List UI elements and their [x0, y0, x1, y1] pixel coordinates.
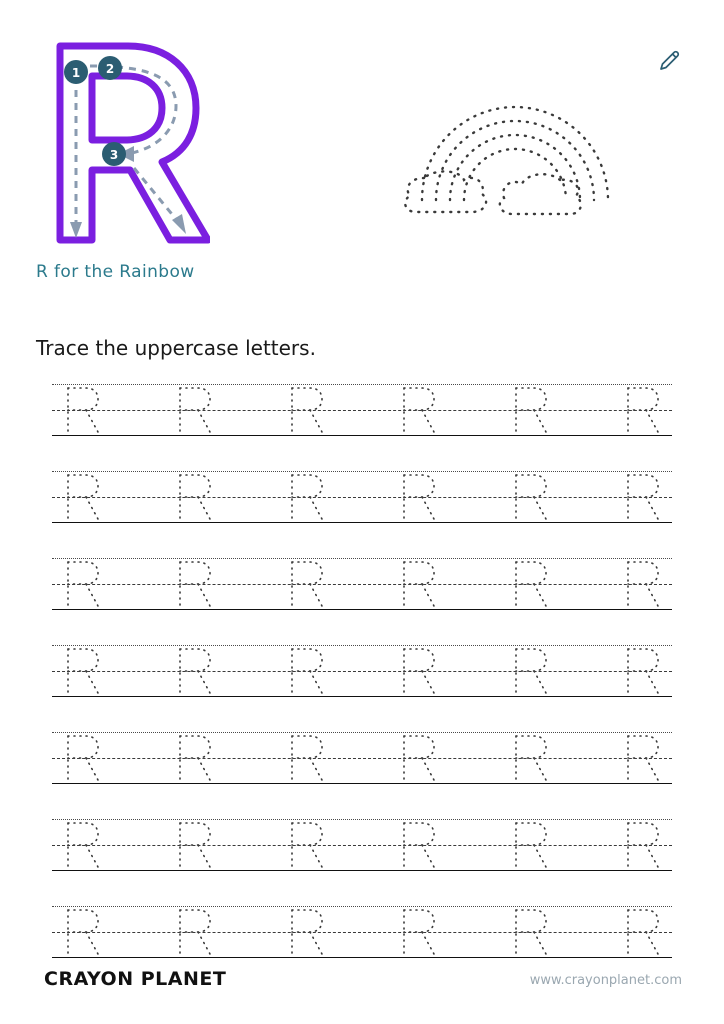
instruction-text: Trace the uppercase letters. [36, 336, 316, 360]
trace-letter-r [60, 819, 104, 871]
trace-letter-r [284, 906, 328, 958]
trace-row [52, 819, 672, 871]
row-letters [52, 645, 672, 697]
row-letters [52, 384, 672, 436]
trace-letter-r [172, 906, 216, 958]
trace-letter-r [508, 645, 552, 697]
brand-logo-text: CRAYON PLANET [44, 968, 227, 990]
trace-row [52, 384, 672, 436]
trace-letter-r [60, 471, 104, 523]
row-letters [52, 819, 672, 871]
trace-letter-r [284, 732, 328, 784]
cloud-right [500, 174, 581, 214]
trace-letter-r [172, 819, 216, 871]
trace-letter-r [620, 906, 664, 958]
hero-letter-graphic [30, 28, 210, 248]
trace-letter-r [60, 645, 104, 697]
trace-row [52, 645, 672, 697]
row-letters [52, 732, 672, 784]
hero-caption: R for the Rainbow [36, 262, 195, 282]
site-url: www.crayonplanet.com [529, 973, 682, 988]
trace-letter-r [620, 558, 664, 610]
row-letters [52, 906, 672, 958]
trace-row [52, 906, 672, 958]
trace-letter-r [284, 645, 328, 697]
trace-row [52, 732, 672, 784]
trace-letter-r [508, 732, 552, 784]
trace-letter-r [620, 384, 664, 436]
trace-letter-r [60, 558, 104, 610]
row-letters [52, 471, 672, 523]
trace-letter-r [396, 732, 440, 784]
trace-letter-r [620, 645, 664, 697]
trace-letter-r [172, 471, 216, 523]
trace-letter-r [396, 471, 440, 523]
trace-letter-r [396, 645, 440, 697]
svg-text:2: 2 [105, 62, 115, 76]
trace-letter-r [60, 906, 104, 958]
trace-letter-r [620, 732, 664, 784]
svg-text:3: 3 [109, 148, 119, 162]
trace-letter-r [508, 471, 552, 523]
trace-letter-r [396, 906, 440, 958]
trace-letter-r [284, 471, 328, 523]
trace-letter-r [172, 384, 216, 436]
trace-letter-r [396, 819, 440, 871]
row-letters [52, 558, 672, 610]
trace-letter-r [396, 384, 440, 436]
trace-row [52, 471, 672, 523]
rainbow-illustration [390, 50, 640, 240]
stroke-badge-2 [98, 56, 122, 80]
rainbow-arc-3 [450, 135, 580, 200]
trace-letter-r [620, 471, 664, 523]
trace-letter-r [172, 645, 216, 697]
trace-letter-r [396, 558, 440, 610]
trace-letter-r [60, 732, 104, 784]
svg-text:1: 1 [71, 66, 81, 80]
trace-rows [52, 384, 672, 993]
trace-letter-r [60, 384, 104, 436]
trace-letter-r [508, 906, 552, 958]
trace-letter-r [508, 819, 552, 871]
rainbow-arc-2 [436, 121, 594, 200]
stroke-badge-1 [64, 60, 88, 84]
pencil-icon [656, 48, 682, 74]
trace-letter-r [284, 384, 328, 436]
rainbow-arc-4 [464, 149, 566, 200]
trace-letter-r [508, 558, 552, 610]
stroke-badge-3 [102, 142, 126, 166]
cloud-left [405, 171, 486, 212]
trace-letter-r [620, 819, 664, 871]
trace-letter-r [508, 384, 552, 436]
trace-letter-r [172, 558, 216, 610]
trace-letter-r [284, 819, 328, 871]
trace-row [52, 558, 672, 610]
trace-letter-r [284, 558, 328, 610]
trace-letter-r [172, 732, 216, 784]
